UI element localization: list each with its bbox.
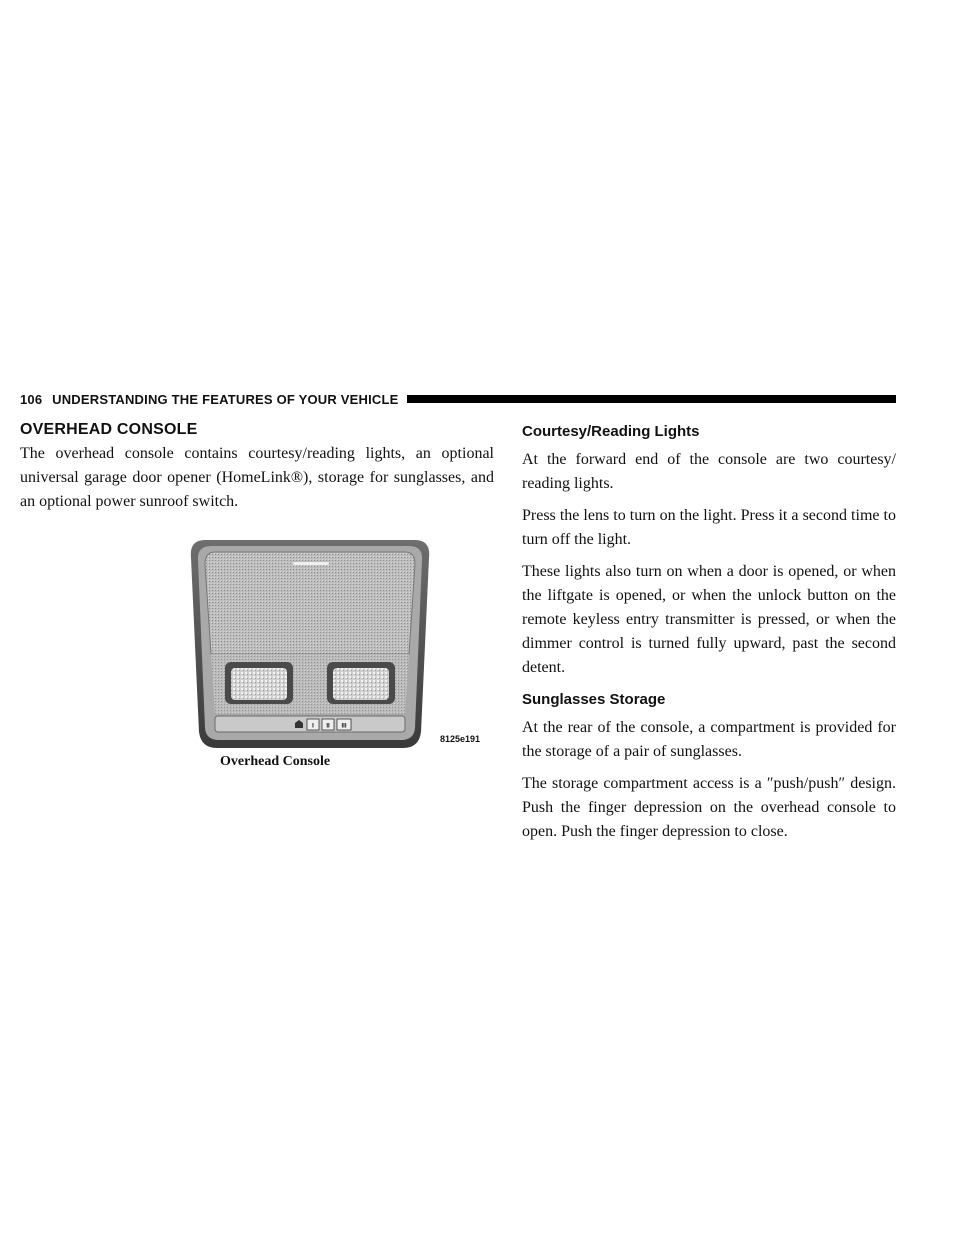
left-reading-light-lens-icon — [231, 668, 287, 700]
left-column — [20, 420, 494, 776]
header-rule — [407, 395, 896, 403]
figure-caption: Overhead Console — [220, 754, 331, 769]
right-reading-light-lens-icon — [333, 668, 389, 700]
homelink-button-2-label: II — [326, 723, 330, 730]
overhead-console-intro: The overhead console contains courtesy/reading lights, an optional universal garage door opener (HomeLink®), storage for sunglasses, and an optional power sunroof switch. — [20, 445, 494, 510]
section-title: UNDERSTANDING THE FEATURES OF YOUR VEHICLE — [52, 391, 399, 407]
page-header-text — [20, 392, 399, 407]
figure-code: 8125e191 — [440, 734, 481, 744]
homelink-button-1-label: I — [312, 723, 314, 730]
overhead-console-illustration — [185, 536, 435, 752]
sunglasses-paragraph-1: At the rear of the console, a compartment is provided for the storage of a pair of sunglasses. — [522, 719, 896, 760]
finger-depression-icon — [293, 562, 329, 565]
page-number: 106 — [20, 391, 43, 407]
sunglasses-paragraph-2: The storage compartment access is a ″push/push″ design. Push the finger depression on the overhead console to open. Push the finger depression to close. — [522, 775, 896, 840]
overhead-console-heading: OVERHEAD CONSOLE — [20, 421, 198, 438]
courtesy-paragraph-2: Press the lens to turn on the light. Press it a second time to turn off the light. — [522, 507, 896, 548]
sunglasses-storage-heading: Sunglasses Storage — [522, 691, 666, 708]
right-column — [522, 420, 896, 844]
page-header — [20, 390, 896, 408]
overhead-console-figure — [20, 536, 494, 776]
courtesy-paragraph-1: At the forward end of the console are two courtesy/ reading lights. — [522, 451, 896, 492]
courtesy-lights-heading: Courtesy/Reading Lights — [522, 423, 700, 440]
homelink-button-3-label: III — [341, 723, 347, 730]
courtesy-paragraph-3: These lights also turn on when a door is opened, or when the liftgate is opened, or when the unlock button on the remote keyless entry transmitter is pressed, or when the dimmer control is turned fully upward, past the second detent. — [522, 563, 896, 676]
